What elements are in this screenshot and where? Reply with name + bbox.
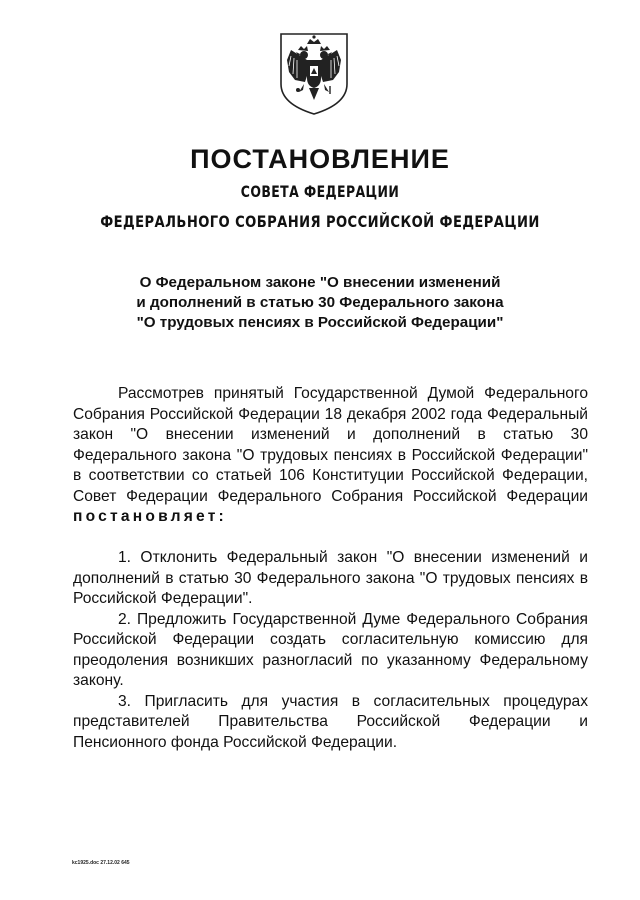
- preamble-text: Рассмотрев принятый Государственной Думой Федерального Собрания Российской Федерации 18 декабря 2002 года Федеральный закон "О внесении изменений и дополнений в статью 30 Федерального закона "О трудовых пенсиях в Российской Федерации" в соответствии со статьей 106 Конституции Российской Федерации, Совет Федерации Федерального Собрания Российской Федерации: [73, 385, 588, 505]
- issuer-line-1: СОВЕТА ФЕДЕРАЦИИ: [240, 182, 400, 201]
- subject-line: О Федеральном законе "О внесении изменений: [139, 274, 501, 291]
- document-subject: [0, 273, 640, 333]
- preamble-paragraph: [73, 384, 588, 528]
- document-title: ПОСТАНОВЛЕНИЕ: [190, 144, 450, 174]
- preamble-block: [73, 384, 588, 528]
- subject-line: "О трудовых пенсиях в Российской Федерации": [136, 314, 504, 331]
- issuer-line-2: ФЕДЕРАЛЬНОГО СОБРАНИЯ РОССИЙСКОЙ ФЕДЕРАЦИИ: [100, 212, 540, 231]
- resolves-word: постановляет:: [73, 508, 227, 525]
- subject-line: и дополнений в статью 30 Федерального закона: [136, 294, 504, 311]
- resolution-item: 1. Отклонить Федеральный закон "О внесении изменений и дополнений в статью 30 Федерального закона "О трудовых пенсиях в Российской Федерации".: [73, 549, 588, 607]
- resolution-item: 3. Пригласить для участия в согласительных процедурах представителей Правительства Российской Федерации и Пенсионного фонда Российской Федерации.: [73, 692, 588, 751]
- coat-of-arms-icon: [277, 30, 351, 116]
- resolution-item: 2. Предложить Государственной Думе Федерального Собрания Российской Федерации создать согласительную комиссию для преодоления возникших разногласий по указанному Федеральному закону.: [73, 610, 588, 689]
- resolution-items: [73, 548, 588, 753]
- file-code: kc1925.doc 27.12.02 645: [72, 860, 130, 866]
